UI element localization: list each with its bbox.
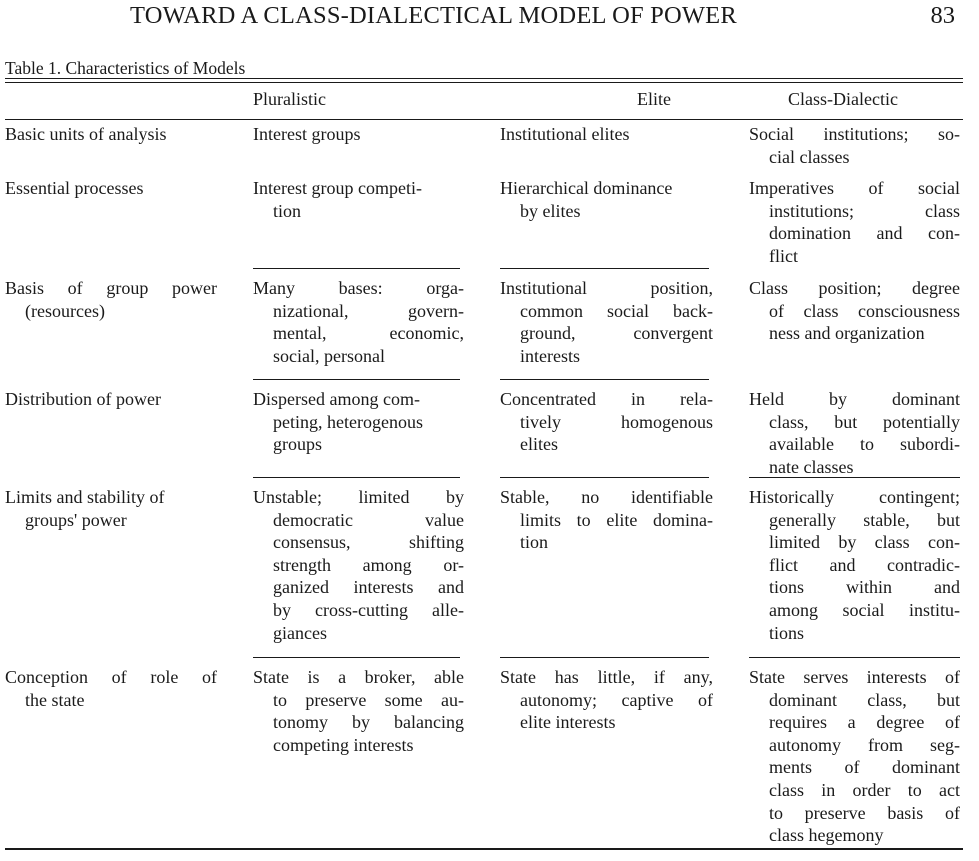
cell-elite: [500, 666, 713, 734]
cell-line: dominant class, but: [769, 689, 960, 710]
row-label-line: Conception of role of: [5, 667, 217, 687]
cell-line: autonomy; captive of: [520, 689, 713, 710]
cell-line: Stable, no identifiable: [500, 487, 713, 507]
row-label-line: (resources): [25, 300, 105, 321]
cell-line: social, personal: [273, 345, 385, 366]
row-divider: [253, 268, 460, 269]
row-label: [5, 666, 217, 711]
cell-class-dialectic: [749, 666, 960, 847]
cell-line: to preserve some au-: [273, 689, 464, 710]
row-label: [5, 123, 217, 146]
cell-pluralistic: [253, 388, 464, 456]
row-label: [5, 486, 217, 531]
table-top-rule: [5, 78, 963, 79]
cell-elite: [500, 388, 713, 456]
cell-line: ground, convergent: [520, 323, 713, 344]
cell-line: Unstable; limited by: [253, 487, 464, 507]
cell-line: Dispersed among com-: [253, 389, 420, 409]
cell-line: to preserve basis of: [769, 802, 960, 823]
cell-line: Many bases: orga-: [253, 278, 464, 298]
cell-line: flict: [769, 245, 798, 266]
cell-line: tion: [520, 532, 549, 553]
cell-line: tively homogenous: [520, 411, 713, 432]
cell-elite: [500, 277, 713, 367]
cell-line: State serves interests of: [749, 667, 960, 687]
cell-line: Institutional position,: [500, 278, 713, 298]
cell-line: nate classes: [769, 456, 854, 477]
cell-line: State is a broker, able: [253, 667, 464, 687]
cell-line: by cross-cutting alle-: [273, 599, 464, 620]
cell-line: interests: [520, 345, 580, 366]
cell-line: Social institutions; so-: [749, 124, 960, 144]
cell-line: institutions; class: [769, 200, 960, 221]
cell-line: limits to elite domina-: [520, 509, 713, 530]
column-header-elite: Elite: [637, 89, 671, 109]
cell-line: tonomy by balancing: [273, 712, 464, 733]
row-label-line: Essential processes: [5, 178, 144, 198]
column-header-pluralistic: Pluralistic: [253, 89, 326, 109]
cell-line: requires a degree of: [769, 712, 960, 733]
row-divider: [500, 379, 709, 380]
cell-pluralistic: [253, 277, 464, 367]
cell-line: domination and con-: [769, 223, 960, 244]
cell-pluralistic: [253, 666, 464, 756]
cell-line: elites: [520, 434, 558, 455]
column-header-class-dialectic: Class-Dialectic: [788, 89, 898, 109]
row-divider: [500, 477, 709, 478]
cell-pluralistic: [253, 486, 464, 644]
cell-line: ness and organization: [769, 323, 925, 344]
cell-line: elite interests: [520, 712, 616, 733]
row-label-line: the state: [25, 689, 85, 710]
running-title: TOWARD A CLASS-DIALECTICAL MODEL OF POWER: [130, 2, 737, 29]
cell-line: giances: [273, 622, 327, 643]
cell-line: class, but potentially: [769, 411, 960, 432]
cell-line: limited by class con-: [769, 532, 960, 553]
row-label-line: Basis of group power: [5, 278, 217, 298]
cell-line: competing interests: [273, 734, 414, 755]
row-divider: [749, 477, 960, 478]
cell-class-dialectic: [749, 277, 960, 345]
cell-line: Imperatives of social: [749, 178, 960, 198]
cell-line: Institutional elites: [500, 124, 630, 144]
cell-line: ganized interests and: [273, 577, 464, 598]
cell-line: Interest group competi-: [253, 178, 422, 198]
row-label: [5, 177, 217, 200]
row-divider: [253, 379, 460, 380]
row-label: [5, 277, 217, 322]
cell-line: among social institu-: [769, 599, 960, 620]
cell-line: autonomy from seg-: [769, 734, 960, 755]
cell-line: Held by dominant: [749, 389, 960, 409]
cell-line: class hegemony: [769, 825, 884, 846]
cell-class-dialectic: [749, 177, 960, 267]
row-divider: [500, 657, 709, 658]
cell-line: Hierarchical dominance: [500, 178, 673, 198]
cell-line: peting, heterogenous: [273, 411, 423, 432]
cell-line: tion: [273, 200, 302, 221]
cell-elite: [500, 177, 713, 222]
page-number: 83: [930, 2, 955, 29]
running-head: [0, 2, 979, 36]
cell-line: ments of dominant: [769, 757, 960, 778]
row-divider: [253, 477, 460, 478]
cell-line: groups: [273, 434, 322, 455]
cell-line: Class position; degree: [749, 278, 960, 298]
cell-line: generally stable, but: [769, 509, 960, 530]
cell-line: mental, economic,: [273, 323, 464, 344]
row-label-line: Limits and stability of: [5, 487, 165, 507]
cell-line: class in order to act: [769, 779, 960, 800]
cell-line: Concentrated in rela-: [500, 389, 713, 409]
row-label: [5, 388, 217, 411]
cell-line: Historically contingent;: [749, 487, 960, 507]
cell-line: nizational, govern-: [273, 300, 464, 321]
cell-elite: [500, 486, 713, 554]
cell-line: Interest groups: [253, 124, 361, 144]
table-bottom-rule: [5, 848, 963, 850]
cell-line: of class consciousness: [769, 300, 960, 321]
row-label-line: Distribution of power: [5, 389, 161, 409]
cell-elite: [500, 123, 713, 146]
cell-line: State has little, if any,: [500, 667, 713, 687]
cell-line: strength among or-: [273, 554, 464, 575]
cell-class-dialectic: [749, 123, 960, 168]
table-caption: Table 1. Characteristics of Models: [5, 58, 246, 78]
cell-line: tions within and: [769, 577, 960, 598]
row-divider: [253, 657, 460, 658]
cell-line: tions: [769, 622, 805, 643]
cell-line: consensus, shifting: [273, 532, 464, 553]
table-top-rule-double: [5, 82, 963, 83]
cell-line: common social back-: [520, 300, 713, 321]
cell-line: cial classes: [769, 146, 850, 167]
row-label-line: groups' power: [25, 509, 127, 530]
row-divider: [749, 657, 960, 658]
cell-pluralistic: [253, 177, 464, 222]
header-rule: [5, 119, 963, 120]
cell-line: democratic value: [273, 509, 464, 530]
cell-line: by elites: [520, 200, 581, 221]
cell-class-dialectic: [749, 486, 960, 644]
cell-class-dialectic: [749, 388, 960, 478]
row-divider: [500, 268, 709, 269]
cell-line: flict and contradic-: [769, 554, 960, 575]
row-label-line: Basic units of analysis: [5, 124, 167, 144]
cell-pluralistic: [253, 123, 464, 146]
cell-line: available to subordi-: [769, 434, 960, 455]
